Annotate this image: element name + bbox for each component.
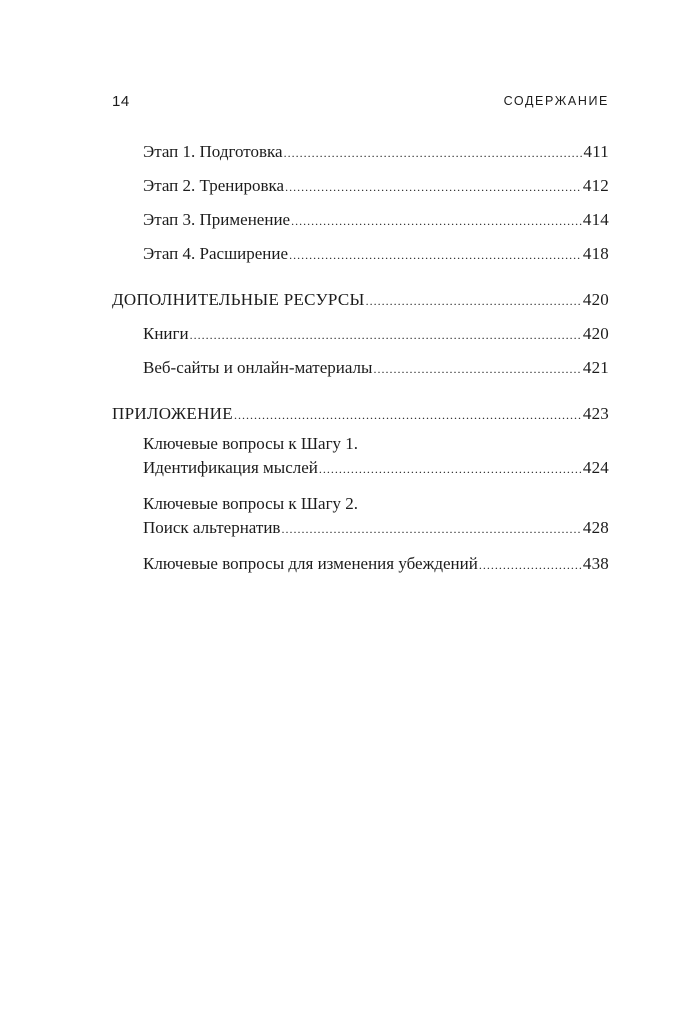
toc-dot-leader (285, 175, 582, 199)
toc-entry-websites[interactable] (112, 356, 609, 381)
toc-section-title: ДОПОЛНИТЕЛЬНЫЕ РЕСУРСЫ (112, 290, 365, 309)
toc-dot-leader (373, 357, 581, 381)
toc-entry-title: Идентификация мыслей (143, 458, 318, 477)
running-head: СОДЕРЖАНИЕ (503, 94, 609, 108)
toc-section-appendix[interactable] (112, 402, 609, 427)
table-of-contents (112, 140, 609, 577)
toc-entry-title: Книги (143, 324, 189, 343)
toc-entry-title: Этап 3. Применение (143, 210, 291, 229)
toc-dot-leader (289, 243, 582, 267)
toc-dot-leader (319, 457, 582, 481)
toc-page-number: 411 (583, 142, 609, 161)
toc-page-number: 412 (582, 176, 609, 195)
toc-entry-stage-4[interactable] (112, 242, 609, 267)
page-header (112, 93, 609, 113)
toc-dot-leader (366, 289, 582, 313)
toc-entry-title: Поиск альтернатив (143, 518, 281, 537)
toc-entry-title: Этап 4. Расширение (143, 244, 289, 263)
toc-page-number: 414 (582, 210, 609, 229)
toc-page-number: 423 (582, 404, 609, 423)
toc-entry-title: Этап 2. Тренировка (143, 176, 285, 195)
toc-section-additional-resources[interactable] (112, 288, 609, 313)
toc-dot-leader (284, 141, 583, 165)
toc-dot-leader (190, 323, 582, 347)
toc-page-number: 424 (582, 458, 609, 477)
toc-entry-title-line-1: Ключевые вопросы к Шагу 1. (143, 434, 359, 453)
page-number: 14 (112, 93, 130, 110)
toc-entry-line-2 (143, 456, 609, 481)
toc-entry-step-2-questions[interactable] (112, 492, 609, 541)
toc-entry-title: Этап 1. Подготовка (143, 142, 283, 161)
toc-section-title: ПРИЛОЖЕНИЕ (112, 404, 233, 423)
toc-page-number: 438 (582, 554, 609, 573)
toc-entry-title: Веб-сайты и онлайн-материалы (143, 358, 373, 377)
toc-page-number: 418 (582, 244, 609, 263)
toc-page-number: 428 (582, 518, 609, 537)
toc-entry-belief-questions[interactable] (112, 552, 609, 577)
toc-entry-title: Ключевые вопросы для изменения убеждений (143, 554, 478, 573)
toc-page-number: 421 (582, 358, 609, 377)
toc-page-number: 420 (582, 290, 609, 309)
toc-page-number: 420 (582, 324, 609, 343)
toc-entry-stage-2[interactable] (112, 174, 609, 199)
toc-entry-step-1-questions[interactable] (112, 432, 609, 481)
toc-entry-stage-1[interactable] (112, 140, 609, 165)
toc-dot-leader (234, 403, 582, 427)
toc-entry-books[interactable] (112, 322, 609, 347)
toc-entry-title-line-1: Ключевые вопросы к Шагу 2. (143, 494, 359, 513)
toc-dot-leader (281, 517, 581, 541)
toc-dot-leader (479, 553, 582, 577)
toc-dot-leader (291, 209, 582, 233)
toc-entry-line-2 (143, 516, 609, 541)
toc-entry-stage-3[interactable] (112, 208, 609, 233)
